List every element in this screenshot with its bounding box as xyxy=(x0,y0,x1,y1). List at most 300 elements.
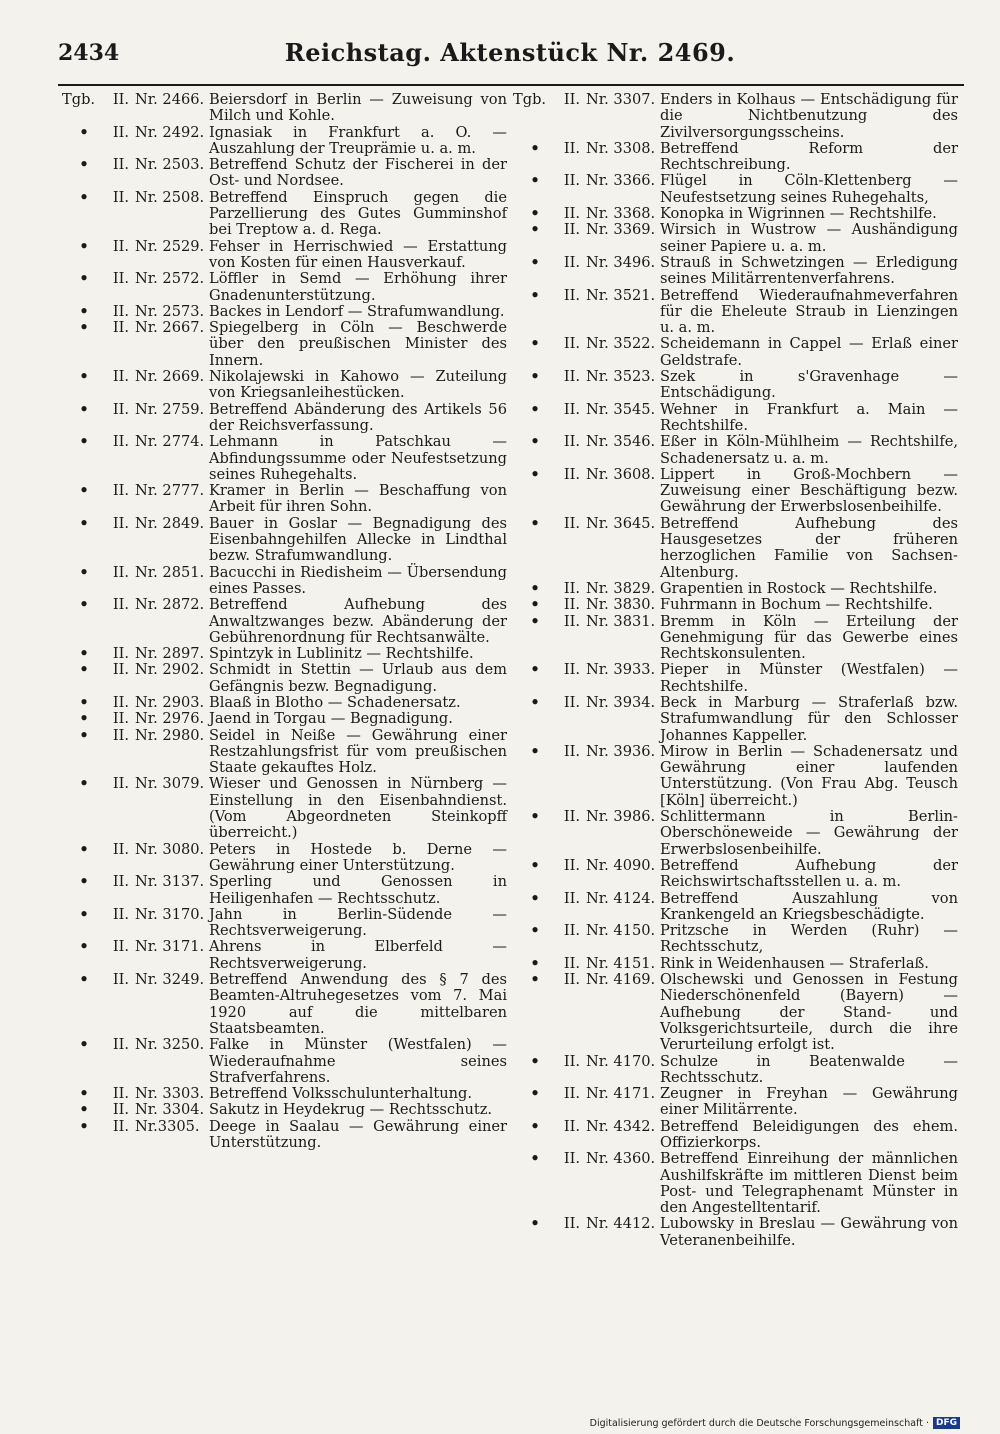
header-rule xyxy=(58,84,964,86)
ditto-mark: • xyxy=(79,596,89,614)
tgb-label: Tgb. xyxy=(62,91,96,108)
ditto-mark: • xyxy=(530,400,540,418)
petition-entry xyxy=(62,157,507,190)
session-number: II. xyxy=(563,253,580,271)
petition-number: Nr. 2902. xyxy=(135,661,205,679)
session-number: II. xyxy=(112,270,129,288)
ditto-mark: • xyxy=(530,922,540,940)
petition-text: Sperling und Genossen in Heiligenhafen — Rechtsschutz. xyxy=(209,873,507,907)
petition-entry xyxy=(513,255,958,288)
petition-number: Nr. 3303. xyxy=(135,1085,205,1103)
ditto-mark: • xyxy=(530,693,540,711)
petition-entry xyxy=(62,1119,507,1152)
petition-text: Zeugner in Freyhan — Gewährung einer Militärrente. xyxy=(660,1085,958,1119)
petition-text: Betreffend Reform der Rechtschreibung. xyxy=(660,139,958,174)
petition-number: Nr. 3608. xyxy=(586,465,656,483)
petition-number: Nr. 3831. xyxy=(586,612,656,630)
ditto-mark: • xyxy=(530,433,540,451)
ditto-mark: • xyxy=(79,971,89,989)
footer-credit: Digitalisierung gefördert durch die Deutsche Forschungsgemeinschaft · xyxy=(589,1417,929,1429)
session-number: II. xyxy=(112,1085,129,1103)
petition-number: Nr. 3830. xyxy=(586,596,656,614)
petition-entry xyxy=(62,516,507,565)
petition-number: Nr.3305. xyxy=(135,1117,200,1135)
ditto-mark: • xyxy=(79,123,89,141)
petition-entry xyxy=(513,809,958,858)
ditto-mark: • xyxy=(79,156,89,174)
ditto-mark: • xyxy=(530,742,540,760)
petition-number: Nr. 2667. xyxy=(135,319,205,337)
petition-number: Nr. 4150. xyxy=(586,922,656,940)
session-number: II. xyxy=(112,905,129,923)
page-header xyxy=(58,36,962,72)
ditto-mark: • xyxy=(79,237,89,255)
session-number: II. xyxy=(563,1052,580,1070)
petition-entry xyxy=(62,842,507,875)
ditto-mark: • xyxy=(530,889,540,907)
petition-text: Ahrens in Elberfeld — Rechtsverweigerung. xyxy=(209,938,507,972)
session-number: II. xyxy=(112,971,129,989)
ditto-mark: • xyxy=(530,661,540,679)
petition-entry xyxy=(513,336,958,369)
petition-number: Nr. 2851. xyxy=(135,563,205,581)
ditto-mark: • xyxy=(530,954,540,972)
petition-entry xyxy=(513,369,958,402)
tgb-label: Tgb. xyxy=(513,91,547,108)
ditto-mark: • xyxy=(79,188,89,206)
ditto-mark: • xyxy=(530,368,540,386)
petition-number: Nr. 2492. xyxy=(135,123,205,141)
ditto-mark: • xyxy=(79,905,89,923)
petition-text: Lippert in Groß-Mochbern — Zuweisung einer Beschäftigung bezw. Gewährung der Erwerbslosenbeihilfe. xyxy=(660,465,958,516)
ditto-mark: • xyxy=(79,1036,89,1054)
running-title: Reichstag. Aktenstück Nr. 2469. xyxy=(284,38,736,67)
petition-number: Nr. 4171. xyxy=(586,1085,656,1103)
ditto-mark: • xyxy=(79,319,89,337)
petition-entry xyxy=(62,776,507,841)
petition-number: Nr. 2849. xyxy=(135,514,205,532)
session-number: II. xyxy=(563,742,580,760)
petition-text: Jahn in Berlin-Südende — Rechtsverweigerung. xyxy=(209,905,507,940)
petition-entry xyxy=(513,972,958,1053)
petition-number: Nr. 2897. xyxy=(135,645,205,663)
petition-text: Strauß in Schwetzingen — Erledigung seines Militärrentenverfahrens. xyxy=(660,253,958,288)
petition-number: Nr. 4169. xyxy=(586,971,656,989)
session-number: II. xyxy=(112,400,129,418)
ditto-mark: • xyxy=(530,253,540,271)
petition-number: Nr. 2774. xyxy=(135,433,205,451)
ditto-mark: • xyxy=(79,302,89,320)
petition-number: Nr. 3080. xyxy=(135,840,205,858)
petition-text: Spintzyk in Lublinitz — Rechtshilfe. xyxy=(209,645,474,663)
ditto-mark: • xyxy=(530,335,540,353)
petition-text: Deege in Saalau — Gewährung einer Unterstützung. xyxy=(209,1117,507,1151)
petition-number: Nr. 2572. xyxy=(135,270,205,288)
petition-entry xyxy=(62,1086,507,1102)
ditto-mark: • xyxy=(530,612,540,630)
petition-entry xyxy=(62,483,507,516)
session-number: II. xyxy=(112,1101,129,1119)
session-number: II. xyxy=(563,465,580,483)
session-number: II. xyxy=(563,91,580,108)
petition-entry xyxy=(513,744,958,809)
petition-entry xyxy=(513,581,958,597)
petition-text: Wieser und Genossen in Nürnberg — Einstellung in den Eisenbahndienst. (Vom Abgeordneten Steinkopff überreicht.) xyxy=(209,775,507,842)
petition-entry xyxy=(62,874,507,907)
session-number: II. xyxy=(563,693,580,711)
ditto-mark: • xyxy=(79,433,89,451)
right-column xyxy=(513,92,958,1249)
petition-entry xyxy=(62,369,507,402)
petition-text: Szek in s'Gravenhage — Entschädigung. xyxy=(660,368,958,402)
session-number: II. xyxy=(112,596,129,614)
petition-text: Lubowsky in Breslau — Gewährung von Veteranenbeihilfe. xyxy=(660,1215,958,1249)
ditto-mark: • xyxy=(79,726,89,744)
left-column xyxy=(62,92,507,1151)
petition-number: Nr. 3645. xyxy=(586,514,656,532)
petition-entry xyxy=(62,907,507,940)
session-number: II. xyxy=(112,433,129,451)
petition-number: Nr. 3934. xyxy=(586,693,656,711)
petition-entry xyxy=(513,1216,958,1249)
petition-number: Nr. 3936. xyxy=(586,742,656,760)
petition-text: Beck in Marburg — Straferlaß bzw. Strafumwandlung für den Schlosser Johannes Kappeller. xyxy=(660,693,958,744)
petition-entry xyxy=(513,434,958,467)
petition-number: Nr. 4090. xyxy=(586,856,656,874)
petition-text: Bremm in Köln — Erteilung der Genehmigung für das Gewerbe eines Rechtskonsulenten. xyxy=(660,612,958,663)
petition-number: Nr. 3546. xyxy=(586,433,656,451)
petition-text: Fehser in Herrischwied — Erstattung von Kosten für einen Hausverkauf. xyxy=(209,237,507,271)
petition-text: Rink in Weidenhausen — Straferlaß. xyxy=(660,954,929,972)
petition-text: Schlittermann in Berlin-Oberschöneweide — Gewährung der Erwerbslosenbeihilfe. xyxy=(660,808,958,858)
petition-entry xyxy=(513,614,958,663)
session-number: II. xyxy=(563,612,580,630)
petition-number: Nr. 3079. xyxy=(135,775,205,793)
petition-text: Wirsich in Wustrow — Aushändigung seiner Papiere u. a. m. xyxy=(660,221,958,255)
petition-text: Betreffend Beleidigungen des ehem. Offizierkorps. xyxy=(660,1117,958,1151)
ditto-mark: • xyxy=(79,514,89,532)
session-number: II. xyxy=(112,123,129,141)
petition-text: Spiegelberg in Cöln — Beschwerde über den preußischen Minister des Innern. xyxy=(209,319,507,369)
session-number: II. xyxy=(112,775,129,793)
petition-text: Betreffend Aufhebung der Reichswirtschaftsstellen u. a. m. xyxy=(660,856,958,891)
petition-text: Wehner in Frankfurt a. Main — Rechtshilfe. xyxy=(660,400,958,434)
session-number: II. xyxy=(563,889,580,907)
session-number: II. xyxy=(112,873,129,891)
petition-entry xyxy=(62,597,507,646)
petition-number: Nr. 3308. xyxy=(586,139,656,157)
petition-entry xyxy=(513,695,958,744)
ditto-mark: • xyxy=(530,1052,540,1070)
ditto-mark: • xyxy=(530,221,540,239)
petition-text: Beiersdorf in Berlin — Zuweisung von Milch und Kohle. xyxy=(209,91,507,125)
petition-entry xyxy=(62,434,507,483)
petition-text: Bauer in Goslar — Begnadigung des Eisenbahngehilfen Allecke in Lindthal bezw. Strafumwandlung. xyxy=(209,514,507,565)
petition-entry xyxy=(513,1151,958,1216)
petition-text: Betreffend Einspruch gegen die Parzellierung des Gutes Gumminshof bei Treptow a. d. Rega. xyxy=(209,188,507,239)
session-number: II. xyxy=(112,840,129,858)
ditto-mark: • xyxy=(530,1085,540,1103)
ditto-mark: • xyxy=(79,661,89,679)
petition-entry xyxy=(513,141,958,174)
session-number: II. xyxy=(563,433,580,451)
petition-entry xyxy=(62,565,507,598)
petition-text: Seidel in Neiße — Gewährung einer Restzahlungsfrist für vom preußischen Staate gekauftes Holz. xyxy=(209,726,507,777)
ditto-mark: • xyxy=(530,139,540,157)
petition-number: Nr. 3523. xyxy=(586,368,656,386)
petition-entry xyxy=(513,516,958,581)
petition-entry xyxy=(62,402,507,435)
session-number: II. xyxy=(563,172,580,190)
petition-number: Nr. 4412. xyxy=(586,1215,656,1233)
ditto-mark: • xyxy=(79,840,89,858)
petition-entry xyxy=(513,662,958,695)
petition-number: Nr. 3304. xyxy=(135,1101,205,1119)
footer xyxy=(590,1417,960,1429)
petition-text: Schmidt in Stettin — Urlaub aus dem Gefängnis bezw. Begnadigung. xyxy=(209,661,507,695)
ditto-mark: • xyxy=(530,856,540,874)
petition-entry xyxy=(62,271,507,304)
petition-text: Betreffend Einreihung der männlichen Aushilfskräfte im mittleren Dienst beim Post- und Telegraphenamt Münster in den Angestelltentarif. xyxy=(660,1150,958,1217)
ditto-mark: • xyxy=(79,270,89,288)
petition-number: Nr. 2529. xyxy=(135,237,205,255)
session-number: II. xyxy=(563,808,580,826)
petition-text: Fuhrmann in Bochum — Rechtshilfe. xyxy=(660,596,933,614)
petition-number: Nr. 3522. xyxy=(586,335,656,353)
petition-text: Mirow in Berlin — Schadenersatz und Gewährung einer laufenden Unterstützung. (Von Frau Abg. Teusch [Köln] überreicht.) xyxy=(660,742,958,809)
ditto-mark: • xyxy=(79,1117,89,1135)
petition-entry xyxy=(513,467,958,516)
petition-text: Flügel in Cöln-Klettenberg — Neufestsetzung seines Ruhegehalts, xyxy=(660,172,958,206)
petition-text: Betreffend Aufhebung des Anwaltzwanges bezw. Abänderung der Gebührenordnung für Rechtsanwälte. xyxy=(209,596,507,646)
petition-entry xyxy=(62,92,507,125)
petition-number: Nr. 3369. xyxy=(586,221,656,239)
ditto-mark: • xyxy=(530,465,540,483)
petition-entry xyxy=(62,320,507,369)
petition-text: Enders in Kolhaus — Entschädigung für die Nichtbenutzung des Zivilversorgungsscheins. xyxy=(660,91,958,141)
petition-text: Betreffend Abänderung des Artikels 56 der Reichsverfassung. xyxy=(209,400,507,434)
session-number: II. xyxy=(563,139,580,157)
petition-number: Nr. 3545. xyxy=(586,400,656,418)
petition-number: Nr. 2669. xyxy=(135,368,205,386)
session-number: II. xyxy=(112,514,129,532)
petition-entry xyxy=(62,711,507,727)
petition-text: Betreffend Anwendung des § 7 des Beamten-Altruhegesetzes vom 7. Mai 1920 auf die mittelbaren Staatsbeamten. xyxy=(209,971,507,1037)
ditto-mark: • xyxy=(530,1150,540,1168)
petition-text: Betreffend Aufhebung des Hausgesetzes der früheren herzoglichen Familie von Sachsen-Altenburg. xyxy=(660,514,958,581)
petition-number: Nr. 2759. xyxy=(135,400,205,418)
petition-text: Grapentien in Rostock — Rechtshilfe. xyxy=(660,579,938,597)
petition-number: Nr. 3521. xyxy=(586,286,656,304)
petition-entry xyxy=(513,222,958,255)
petition-number: Nr. 3137. xyxy=(135,873,205,891)
petition-entry xyxy=(513,402,958,435)
petition-entry xyxy=(513,206,958,222)
session-number: II. xyxy=(112,710,129,728)
session-number: II. xyxy=(112,482,129,500)
session-number: II. xyxy=(563,514,580,532)
session-number: II. xyxy=(112,237,129,255)
petition-entry xyxy=(513,923,958,956)
petition-entry xyxy=(62,728,507,777)
petition-number: Nr. 2503. xyxy=(135,156,205,174)
petition-number: Nr. 3250. xyxy=(135,1036,205,1054)
petition-entry xyxy=(62,1102,507,1118)
session-number: II. xyxy=(563,596,580,614)
ditto-mark: • xyxy=(530,596,540,614)
session-number: II. xyxy=(112,645,129,663)
session-number: II. xyxy=(563,922,580,940)
session-number: II. xyxy=(563,1117,580,1135)
session-number: II. xyxy=(112,563,129,581)
ditto-mark: • xyxy=(530,514,540,532)
petition-number: Nr. 3368. xyxy=(586,205,656,223)
session-number: II. xyxy=(563,286,580,304)
petition-text: Ignasiak in Frankfurt a. O. — Auszahlung der Treuprämie u. a. m. xyxy=(209,123,507,157)
petition-number: Nr. 3170. xyxy=(135,905,205,923)
ditto-mark: • xyxy=(79,482,89,500)
petition-text: Bacucchi in Riedisheim — Übersendung eines Passes. xyxy=(209,563,507,597)
session-number: II. xyxy=(112,319,129,337)
petition-text: Sakutz in Heydekrug — Rechtsschutz. xyxy=(209,1101,493,1119)
session-number: II. xyxy=(112,368,129,386)
session-number: II. xyxy=(112,661,129,679)
petition-number: Nr. 3307. xyxy=(586,91,656,108)
petition-entry xyxy=(62,239,507,272)
ditto-mark: • xyxy=(530,1215,540,1233)
petition-number: Nr. 2903. xyxy=(135,693,205,711)
session-number: II. xyxy=(112,1036,129,1054)
ditto-mark: • xyxy=(79,400,89,418)
petition-number: Nr. 4342. xyxy=(586,1117,656,1135)
petition-text: Betreffend Auszahlung von Krankengeld an Kriegsbeschädigte. xyxy=(660,889,958,923)
petition-text: Scheidemann in Cappel — Erlaß einer Geldstrafe. xyxy=(660,335,958,369)
petition-number: Nr. 3933. xyxy=(586,661,656,679)
ditto-mark: • xyxy=(79,693,89,711)
petition-number: Nr. 2976. xyxy=(135,710,205,728)
ditto-mark: • xyxy=(530,205,540,223)
petition-number: Nr. 3986. xyxy=(586,808,656,826)
petition-number: Nr. 4151. xyxy=(586,954,656,972)
ditto-mark: • xyxy=(530,579,540,597)
ditto-mark: • xyxy=(530,1117,540,1135)
petition-text: Betreffend Wiederaufnahmeverfahren für die Eheleute Straub in Lienzingen u. a. m. xyxy=(660,286,958,337)
session-number: II. xyxy=(112,1117,129,1135)
petition-text: Konopka in Wigrinnen — Rechtshilfe. xyxy=(660,205,937,223)
petition-number: Nr. 3171. xyxy=(135,938,205,956)
session-number: II. xyxy=(563,1085,580,1103)
session-number: II. xyxy=(112,188,129,206)
ditto-mark: • xyxy=(79,710,89,728)
session-number: II. xyxy=(563,579,580,597)
petition-number: Nr. 4170. xyxy=(586,1052,656,1070)
ditto-mark: • xyxy=(530,172,540,190)
petition-text: Pritzsche in Werden (Ruhr) — Rechtsschutz, xyxy=(660,922,958,956)
session-number: II. xyxy=(112,726,129,744)
session-number: II. xyxy=(112,693,129,711)
petition-number: Nr. 2466. xyxy=(135,91,205,108)
petition-entry xyxy=(513,92,958,141)
session-number: II. xyxy=(112,938,129,956)
petition-entry xyxy=(62,695,507,711)
petition-number: Nr. 3829. xyxy=(586,579,656,597)
petition-text: Blaaß in Blotho — Schadenersatz. xyxy=(209,693,461,711)
petition-entry xyxy=(513,1054,958,1087)
petition-entry xyxy=(513,956,958,972)
petition-entry xyxy=(513,288,958,337)
ditto-mark: • xyxy=(79,775,89,793)
petition-entry xyxy=(62,125,507,158)
petition-number: Nr. 4360. xyxy=(586,1150,656,1168)
petition-entry xyxy=(62,190,507,239)
petition-number: Nr. 3366. xyxy=(586,172,656,190)
session-number: II. xyxy=(563,1215,580,1233)
petition-entry xyxy=(62,662,507,695)
ditto-mark: • xyxy=(79,938,89,956)
ditto-mark: • xyxy=(79,1085,89,1103)
ditto-mark: • xyxy=(530,971,540,989)
petition-number: Nr. 2980. xyxy=(135,726,205,744)
session-number: II. xyxy=(563,954,580,972)
petition-number: Nr. 2573. xyxy=(135,302,205,320)
petition-text: Nikolajewski in Kahowo — Zuteilung von Kriegsanleihestücken. xyxy=(209,368,507,402)
session-number: II. xyxy=(112,156,129,174)
petition-text: Betreffend Schutz der Fischerei in der Ost- und Nordsee. xyxy=(209,156,507,190)
petition-entry xyxy=(62,939,507,972)
petition-text: Schulze in Beatenwalde — Rechtsschutz. xyxy=(660,1052,958,1086)
ditto-mark: • xyxy=(530,808,540,826)
session-number: II. xyxy=(563,1150,580,1168)
session-number: II. xyxy=(563,221,580,239)
petition-number: Nr. 2777. xyxy=(135,482,205,500)
petition-text: Falke in Münster (Westfalen) — Wiederaufnahme seines Strafverfahrens. xyxy=(209,1036,507,1086)
petition-text: Jaend in Torgau — Begnadigung. xyxy=(209,710,453,728)
petition-number: Nr. 3496. xyxy=(586,253,656,271)
petition-text: Olschewski und Genossen in Festung Niederschönenfeld (Bayern) — Aufhebung der Stand- und Volksgerichtsurteile, durch die ihre Verurteilung erfolgt ist. xyxy=(660,971,958,1054)
ditto-mark: • xyxy=(530,286,540,304)
page-number: 2434 xyxy=(58,40,120,66)
petition-text: Betreffend Volksschulunterhaltung. xyxy=(209,1085,473,1103)
ditto-mark: • xyxy=(79,873,89,891)
dfg-logo: DFG xyxy=(933,1417,960,1429)
session-number: II. xyxy=(563,971,580,989)
session-number: II. xyxy=(112,302,129,320)
ditto-mark: • xyxy=(79,1101,89,1119)
ditto-mark: • xyxy=(79,368,89,386)
petition-text: Backes in Lendorf — Strafumwandlung. xyxy=(209,302,505,320)
petition-entry xyxy=(62,972,507,1037)
session-number: II. xyxy=(563,400,580,418)
petition-entry xyxy=(62,1037,507,1086)
petition-entry xyxy=(62,646,507,662)
petition-entry xyxy=(513,1086,958,1119)
session-number: II. xyxy=(563,661,580,679)
petition-entry xyxy=(513,891,958,924)
session-number: II. xyxy=(112,91,129,108)
petition-text: Lehmann in Patschkau — Abfindungssumme oder Neufestsetzung seines Ruhegehalts. xyxy=(209,433,507,483)
session-number: II. xyxy=(563,205,580,223)
petition-number: Nr. 2872. xyxy=(135,596,205,614)
petition-text: Löffler in Semd — Erhöhung ihrer Gnadenunterstützung. xyxy=(209,270,507,304)
petition-entry xyxy=(513,173,958,206)
petition-text: Peters in Hostede b. Derne — Gewährung einer Unterstützung. xyxy=(209,840,507,874)
petition-entry xyxy=(513,597,958,613)
session-number: II. xyxy=(563,368,580,386)
petition-text: Kramer in Berlin — Beschaffung von Arbeit für ihren Sohn. xyxy=(209,482,507,516)
session-number: II. xyxy=(563,335,580,353)
petition-number: Nr. 3249. xyxy=(135,971,205,989)
ditto-mark: • xyxy=(79,645,89,663)
